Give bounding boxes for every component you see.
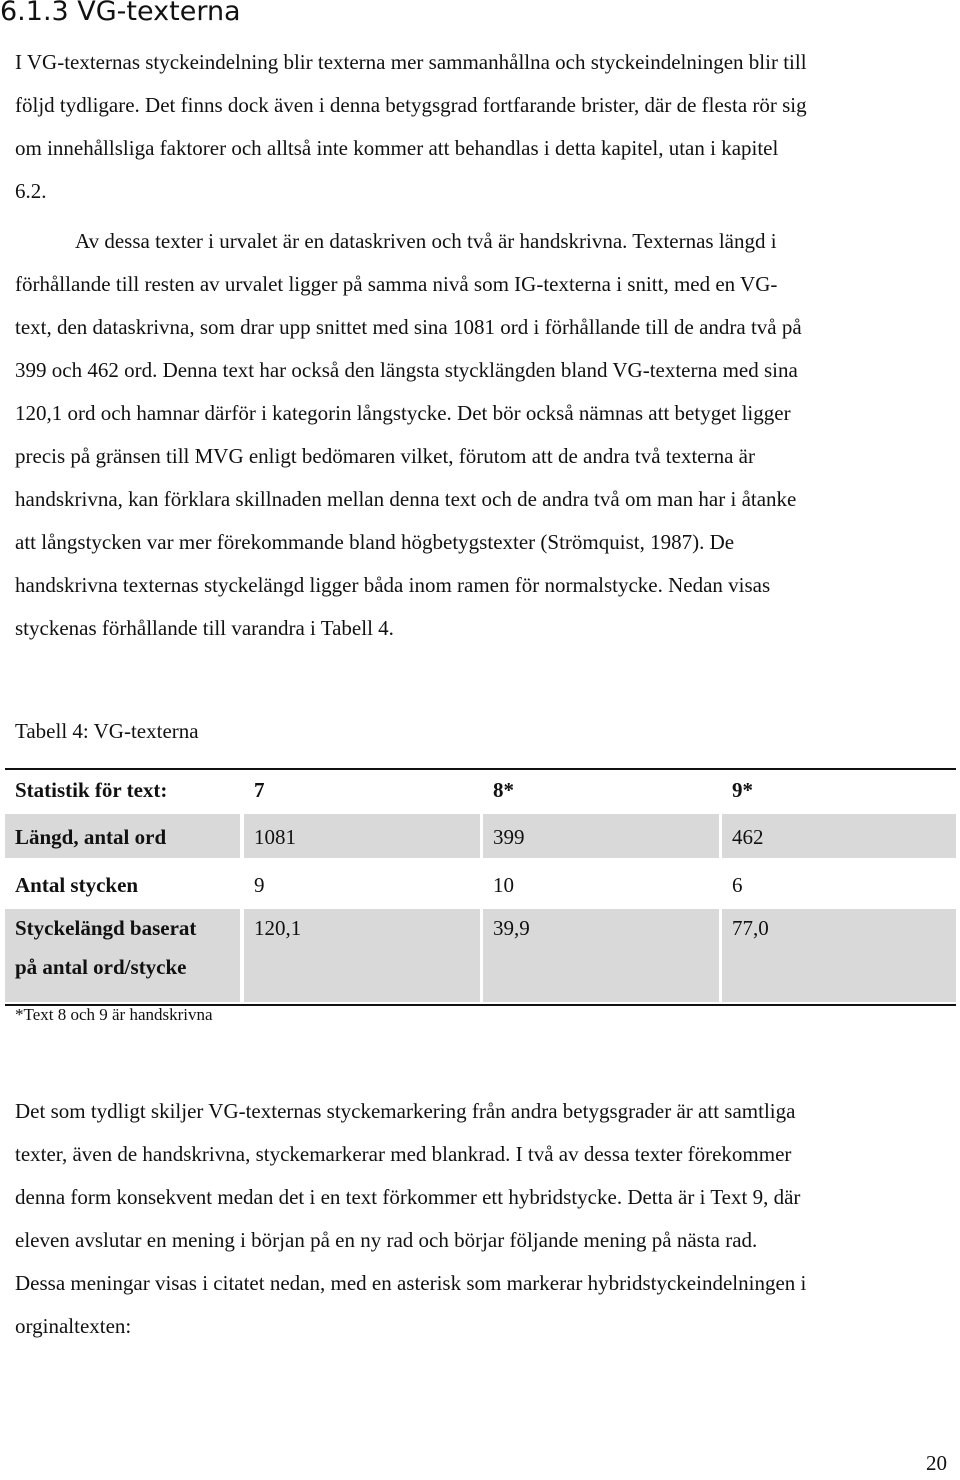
table-cell: 1081 — [244, 814, 480, 858]
table-row — [5, 909, 956, 1002]
stats-table — [5, 768, 956, 1006]
text-line: texter, även de handskrivna, styckemarkerar med blankrad. I två av dessa texter förekommer — [15, 1142, 792, 1166]
row-label: Längd, antal ord — [5, 814, 240, 858]
paragraph-conclusion — [15, 1090, 960, 1348]
table-cell: 9 — [254, 873, 265, 897]
table-cell: 120,1 — [244, 909, 480, 1002]
table-cell: 10 — [493, 873, 514, 897]
text-line: orginaltexten: — [15, 1314, 132, 1338]
paragraph-analysis — [15, 220, 960, 650]
text-line: denna form konsekvent medan det i en text förkommer ett hybridstycke. Detta är i Text 9, där — [15, 1185, 801, 1209]
text-line: om innehållsliga faktorer och alltså inte kommer att behandlas i detta kapitel, utan i kapitel — [15, 136, 779, 160]
table-cell: 39,9 — [483, 909, 719, 1002]
text-line: handskrivna, kan förklara skillnaden mellan denna text och de andra två om man har i åtanke — [15, 487, 797, 511]
text-line: Dessa meningar visas i citatet nedan, med en asterisk som markerar hybridstyckeindelningen i — [15, 1271, 807, 1295]
text-line: styckenas förhållande till varandra i Tabell 4. — [15, 616, 394, 640]
table-cell: 77,0 — [722, 909, 956, 1002]
text-line: att långstycken var mer förekommande bland högbetygstexter (Strömquist, 1987). De — [15, 530, 735, 554]
text-line: 399 och 462 ord. Denna text har också den längsta stycklängden bland VG-texterna med sina — [15, 358, 798, 382]
text-line: förhållande till resten av urvalet ligger på samma nivå som IG-texterna i snitt, med en VG- — [15, 272, 778, 296]
section-heading: 6.1.3 VG-texterna — [0, 0, 241, 27]
text-line: text, den dataskrivna, som drar upp snittet med sina 1081 ord i förhållande till de andra två på — [15, 315, 802, 339]
table-footnote: *Text 8 och 9 är handskrivna — [15, 1005, 213, 1024]
text-line: handskrivna texternas styckelängd ligger båda inom ramen för normalstycke. Nedan visas — [15, 573, 771, 597]
table-caption: Tabell 4: VG-texterna — [15, 719, 199, 743]
text-line: 120,1 ord och hamnar därför i kategorin långstycke. Det bör också nämnas att betyget ligger — [15, 401, 791, 425]
paragraph-intro — [15, 41, 960, 213]
row-label: Antal stycken — [15, 873, 139, 897]
row-label — [5, 909, 240, 1002]
table-row — [5, 865, 956, 905]
text-line: eleven avslutar en mening i början på en ny rad och börjar följande mening på nästa rad. — [15, 1228, 758, 1252]
table-header-row — [5, 770, 956, 812]
row-label-line: Styckelängd baserat — [15, 916, 197, 940]
text-line: Det som tydligt skiljer VG-texternas styckemarkering från andra betygsgrader är att samtliga — [15, 1099, 796, 1123]
text-line: I VG-texternas styckeindelning blir texterna mer sammanhållna och styckeindelningen blir till — [15, 50, 807, 74]
text-line: 6.2. — [15, 179, 47, 203]
row-label-line: på antal ord/stycke — [15, 955, 187, 979]
table-cell: 399 — [483, 814, 719, 858]
text-line-content: Av dessa texter i urvalet är en dataskriven och två är handskrivna. Texternas längd i — [75, 229, 777, 253]
table-row — [5, 814, 956, 858]
table-cell: 6 — [732, 873, 743, 897]
table-header-cell: 9* — [732, 778, 753, 802]
text-line: följd tydligare. Det finns dock även i denna betygsgrad fortfarande brister, där de flesta rör sig — [15, 93, 807, 117]
page-number: 20 — [926, 1451, 947, 1475]
table-cell: 462 — [722, 814, 956, 858]
table-header-cell: 7 — [254, 778, 265, 802]
table-header-cell: 8* — [493, 778, 514, 802]
table-header-cell: Statistik för text: — [15, 778, 168, 802]
text-line: precis på gränsen till MVG enligt bedömaren vilket, förutom att de andra två texterna är — [15, 444, 755, 468]
text-line — [15, 220, 960, 263]
